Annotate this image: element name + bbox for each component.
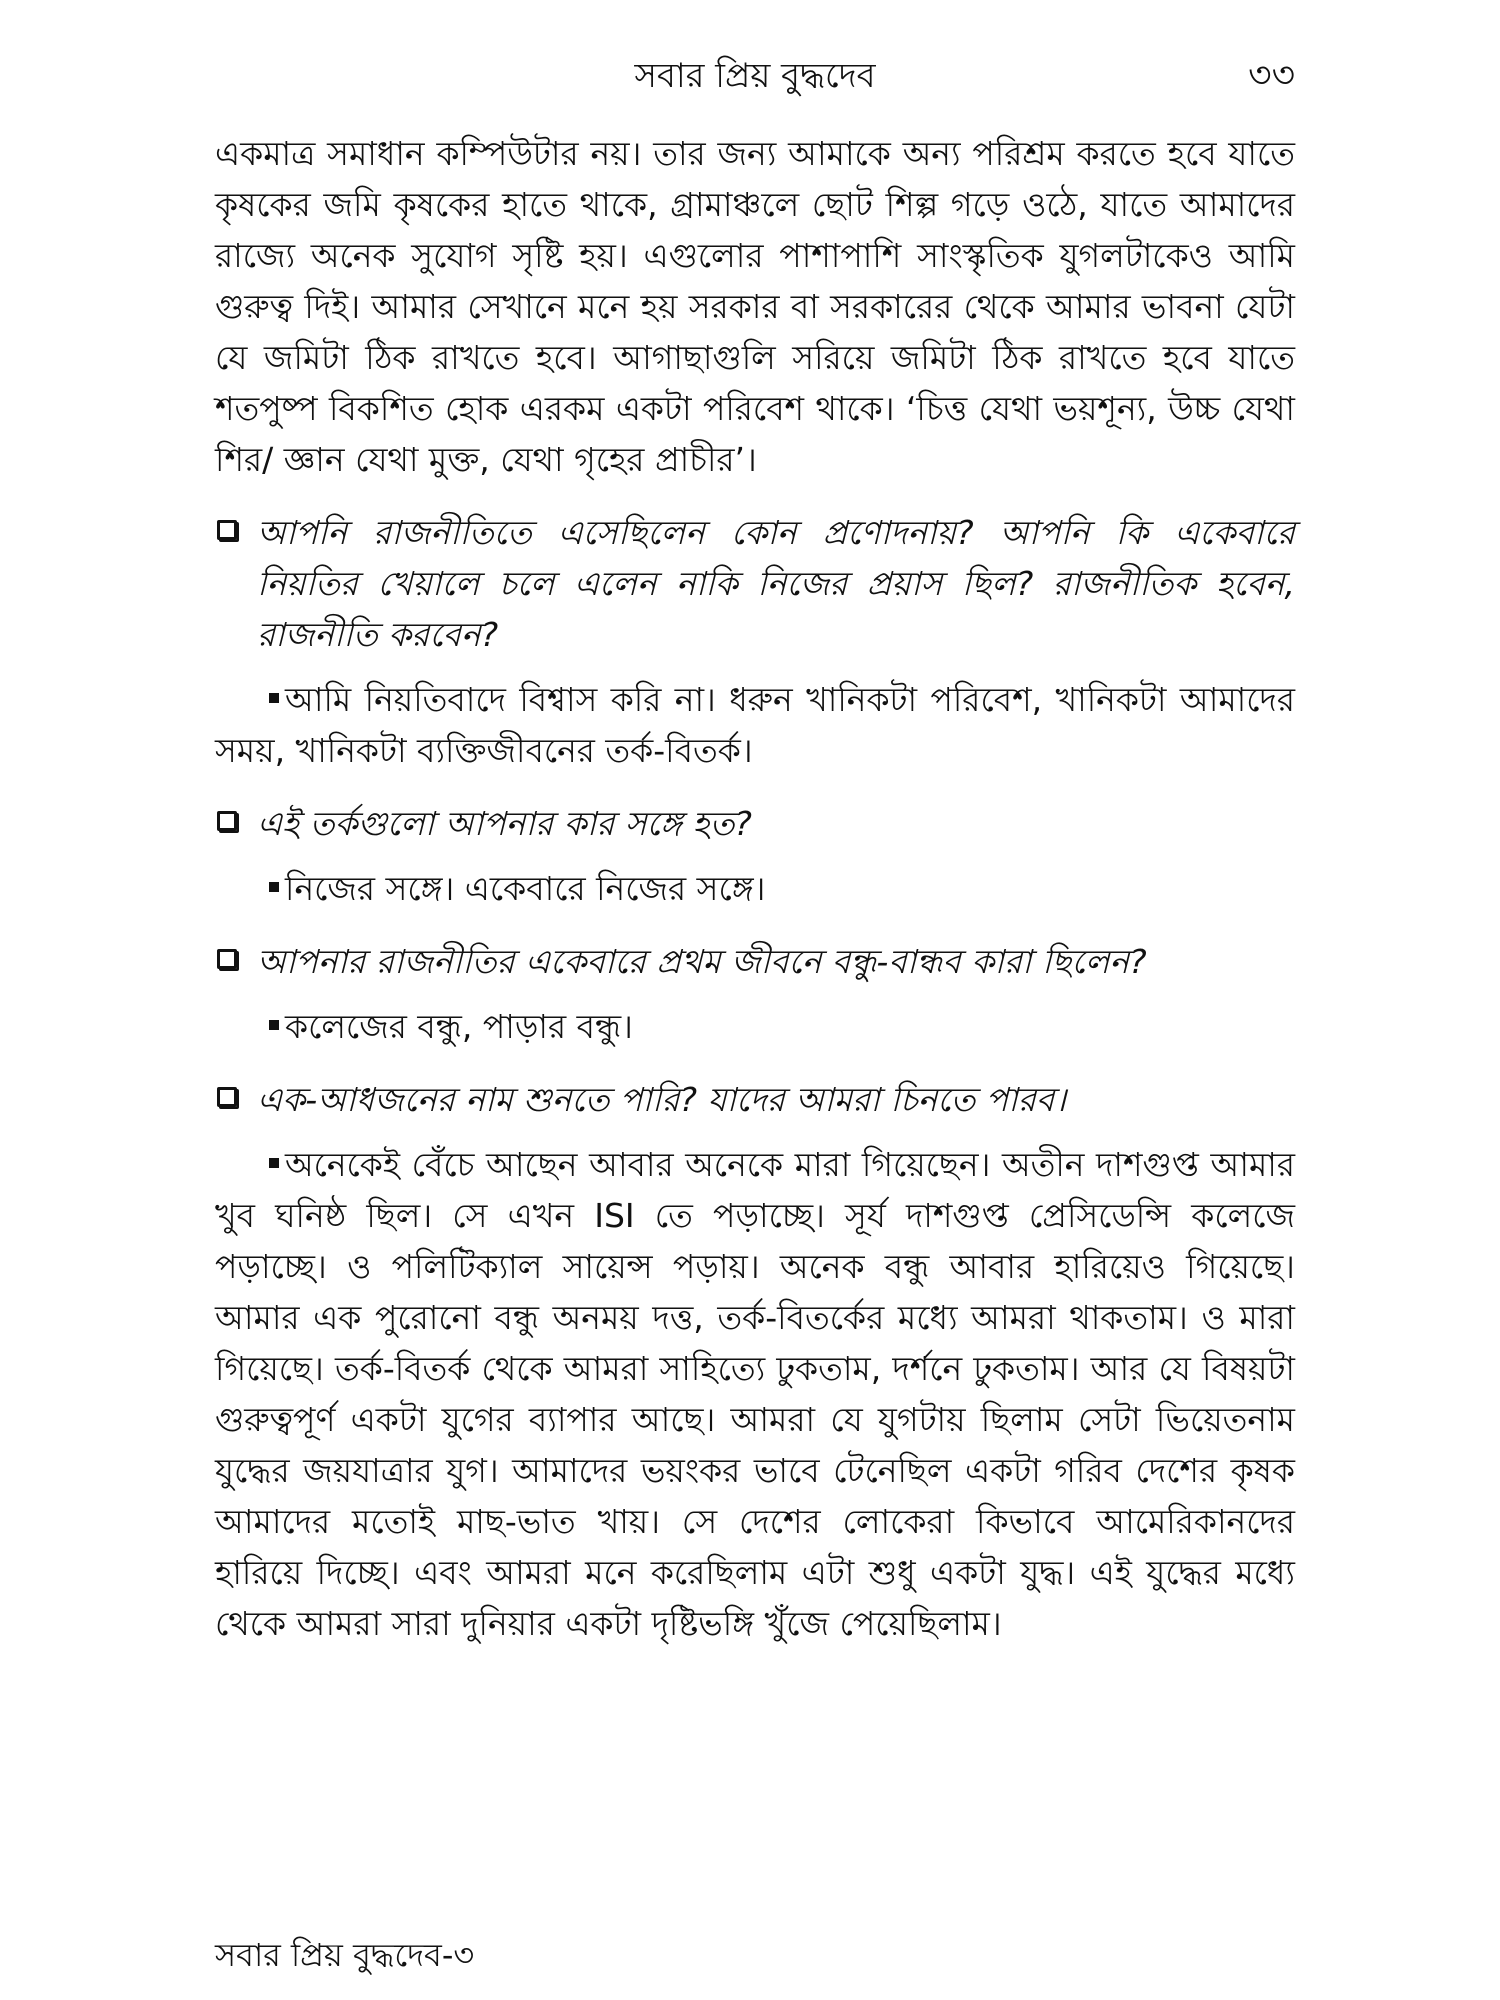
answer-4 <box>215 1139 1295 1649</box>
answer-text: কলেজের বন্ধু, পাড়ার বন্ধু। <box>285 1007 633 1046</box>
question-4 <box>215 1074 1295 1125</box>
opening-paragraph: একমাত্র সমাধান কম্পিউটার নয়। তার জন্য আমাকে অন্য পরিশ্রম করতে হবে যাতে কৃষকের জমি কৃষকের হাতে থাকে, গ্রামাঞ্চলে ছোট শিল্প গড়ে ওঠে, যাতে আমাদের রাজ্যে অনেক সুযোগ সৃষ্টি হয়। এগুলোর পাশাপাশি সাংস্কৃতিক যুগলটাকেও আমি গুরুত্ব দিই। আমার সেখানে মনে হয় সরকার বা সরকারের থেকে আমার ভাবনা যেটা যে জমিটা ঠিক রাখতে হবে। আগাছাগুলি সরিয়ে জমিটা ঠিক রাখতে হবে যাতে শতপুষ্প বিকশিত হোক এরকম একটা পরিবেশ থাকে। ‘চিত্ত যেথা ভয়শূন্য, উচ্চ যেথা শির/ জ্ঞান যেথা মুক্ত, যেথা গৃহের প্রাচীর’। <box>215 134 1295 479</box>
answer-text: অনেকেই বেঁচে আছেন আবার অনেকে মারা গিয়েছেন। অতীন দাশগুপ্ত আমার খুব ঘনিষ্ঠ ছিল। সে এখন ISI তে পড়াচ্ছে। সূর্য দাশগুপ্ত প্রেসিডেন্সি কলেজে পড়াচ্ছে। ও পলিটিক্যাল সায়েন্স পড়ায়। অনেক বন্ধু আবার হারিয়েও গিয়েছে। আমার এক পুরোনো বন্ধু অনময় দত্ত, তর্ক-বিতর্কের মধ্যে আমরা থাকতাম। ও মারা গিয়েছে। তর্ক-বিতর্ক থেকে আমরা সাহিত্যে ঢুকতাম, দর্শনে ঢুকতাম। আর যে বিষয়টা গুরুত্বপূর্ণ একটা যুগের ব্যাপার আছে। আমরা যে যুগটায় ছিলাম সেটা ভিয়েতনাম যুদ্ধের জয়যাত্রার যুগ। আমাদের ভয়ংকর ভাবে টেনেছিল একটা গরিব দেশের কৃষক আমাদের মতোই মাছ-ভাত খায়। সে দেশের লোকেরা কিভাবে আমেরিকানদের হারিয়ে দিচ্ছে। এবং আমরা মনে করেছিলাম এটা শুধু একটা যুদ্ধ। এই যুদ্ধের মধ্যে থেকে আমরা সারা দুনিয়ার একটা দৃষ্টিভঙ্গি খুঁজে পেয়েছিলাম। <box>215 1145 1295 1643</box>
question-box-icon <box>217 1087 237 1107</box>
answer-bullet-icon <box>269 1020 279 1030</box>
page-number: ৩৩ <box>1248 55 1295 96</box>
running-title: সবার প্রিয় বুদ্ধদেব <box>634 56 876 96</box>
answer-bullet-icon <box>269 1158 279 1168</box>
answer-text: নিজের সঙ্গে। একেবারে নিজের সঙ্গে। <box>285 869 766 908</box>
question-3 <box>215 936 1295 987</box>
question-box-icon <box>217 520 237 540</box>
page-body <box>215 128 1295 1649</box>
question-1 <box>215 507 1295 660</box>
answer-bullet-icon <box>269 882 279 892</box>
page-header <box>215 46 1295 106</box>
question-text: আপনি রাজনীতিতে এসেছিলেন কোন প্রণোদনায়? আপনি কি একেবারে নিয়তির খেয়ালে চলে এলেন নাকি নিজের প্রয়াস ছিল? রাজনীতিক হবেন, রাজনীতি করবেন? <box>257 513 1295 654</box>
question-text: এক-আধজনের নাম শুনতে পারি? যাদের আমরা চিনতে পারব। <box>257 1080 1067 1119</box>
answer-3 <box>215 1001 1295 1052</box>
answer-text: আমি নিয়তিবাদে বিশ্বাস করি না। ধরুন খানিকটা পরিবেশ, খানিকটা আমাদের সময়, খানিকটা ব্যক্তিজীবনের তর্ক-বিতর্ক। <box>215 680 1295 770</box>
answer-1 <box>215 674 1295 776</box>
question-box-icon <box>217 811 237 831</box>
answer-2 <box>215 863 1295 914</box>
page-footer-signature: সবার প্রিয় বুদ্ধদেব-৩ <box>215 1936 475 1974</box>
question-box-icon <box>217 949 237 969</box>
question-text: এই তর্কগুলো আপনার কার সঙ্গে হত? <box>257 804 752 843</box>
question-2 <box>215 798 1295 849</box>
question-text: আপনার রাজনীতির একেবারে প্রথম জীবনে বন্ধু-বান্ধব কারা ছিলেন? <box>257 942 1147 981</box>
answer-bullet-icon <box>269 693 279 703</box>
